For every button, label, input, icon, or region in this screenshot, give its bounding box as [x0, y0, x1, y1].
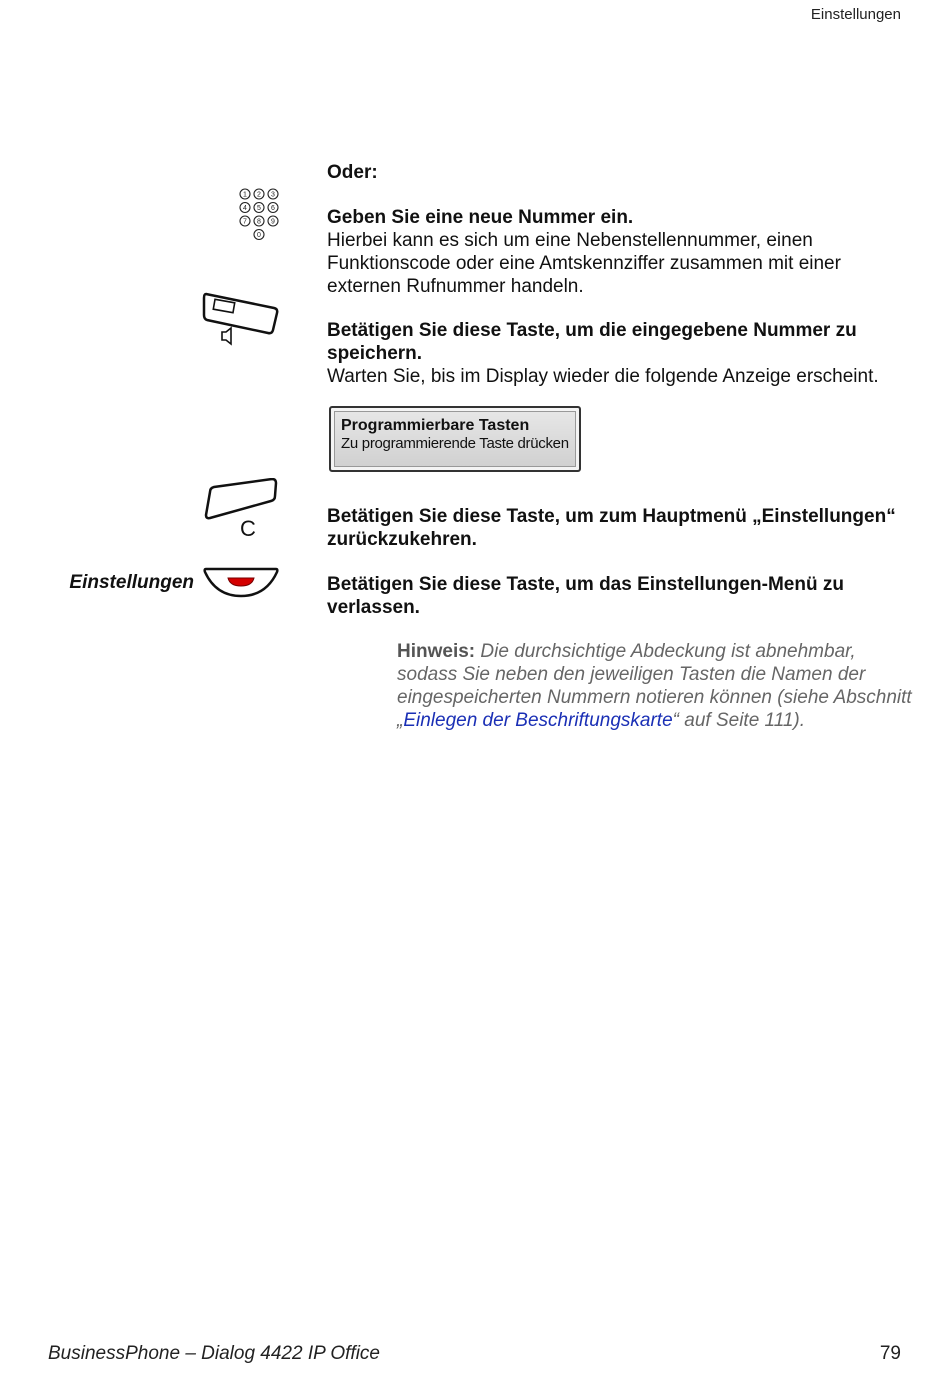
- step-exit-title: Betätigen Sie diese Taste, um das Einstellungen-Menü zu verlassen.: [327, 574, 844, 618]
- keypad-key-label: 1: [243, 191, 247, 199]
- exit-key-icon: [202, 566, 280, 600]
- keypad-key-label: 9: [271, 218, 275, 226]
- display-line-1: Programmierbare Tasten: [341, 417, 530, 434]
- note: [397, 640, 917, 732]
- keypad-key-label: 3: [271, 191, 275, 199]
- keypad-key-label: 4: [243, 205, 247, 213]
- step-save-title: Betätigen Sie diese Taste, um die eingegebene Nummer zu speichern.: [327, 320, 857, 364]
- keypad-key-label: 0: [257, 232, 261, 240]
- keypad-key-label: 2: [257, 191, 261, 199]
- note-text-before: Die durchsichtige Abdeckung ist abnehmbar, sodass Sie neben den jeweiligen Tasten die Namen der eingespeicherten Nummern notieren können (siehe Abschnitt „: [397, 641, 912, 731]
- running-header: Einstellungen: [810, 6, 901, 23]
- menu-label-settings: Einstellungen: [69, 572, 194, 593]
- step-or: Oder:: [327, 162, 378, 183]
- clear-key-icon: [202, 478, 280, 540]
- clear-key-letter: C: [240, 516, 256, 540]
- step-save-description: Warten Sie, bis im Display wieder die folgende Anzeige erscheint.: [327, 366, 879, 387]
- footer-title: BusinessPhone – Dialog 4422 IP Office: [48, 1343, 380, 1364]
- keypad-key-label: 8: [257, 218, 261, 226]
- step-back-title: Betätigen Sie diese Taste, um zum Hauptmenü „Einstellungen“ zurückzukehren.: [327, 506, 896, 550]
- page-number: 79: [879, 1343, 901, 1364]
- phone-display: [329, 406, 581, 472]
- programmable-key-icon: [202, 292, 280, 348]
- note-text-after: “ auf Seite 111).: [672, 710, 806, 731]
- keypad-key-label: 7: [243, 218, 247, 226]
- keypad-key-label: 6: [271, 205, 275, 213]
- keypad-icon: [238, 188, 280, 244]
- note-link-labelling-card[interactable]: Einlegen der Beschriftungskarte: [403, 710, 673, 731]
- note-label: Hinweis:: [397, 641, 476, 662]
- keypad-key-label: 5: [257, 205, 261, 213]
- display-line-2: Zu programmierende Taste drücken: [341, 435, 569, 452]
- step-enter-number-title: Geben Sie eine neue Nummer ein.: [327, 207, 634, 228]
- step-enter-number-description: Hierbei kann es sich um eine Nebenstellennummer, einen Funktionscode oder eine Amtskennziffer zusammen mit einer externen Rufnummer handeln.: [327, 230, 841, 297]
